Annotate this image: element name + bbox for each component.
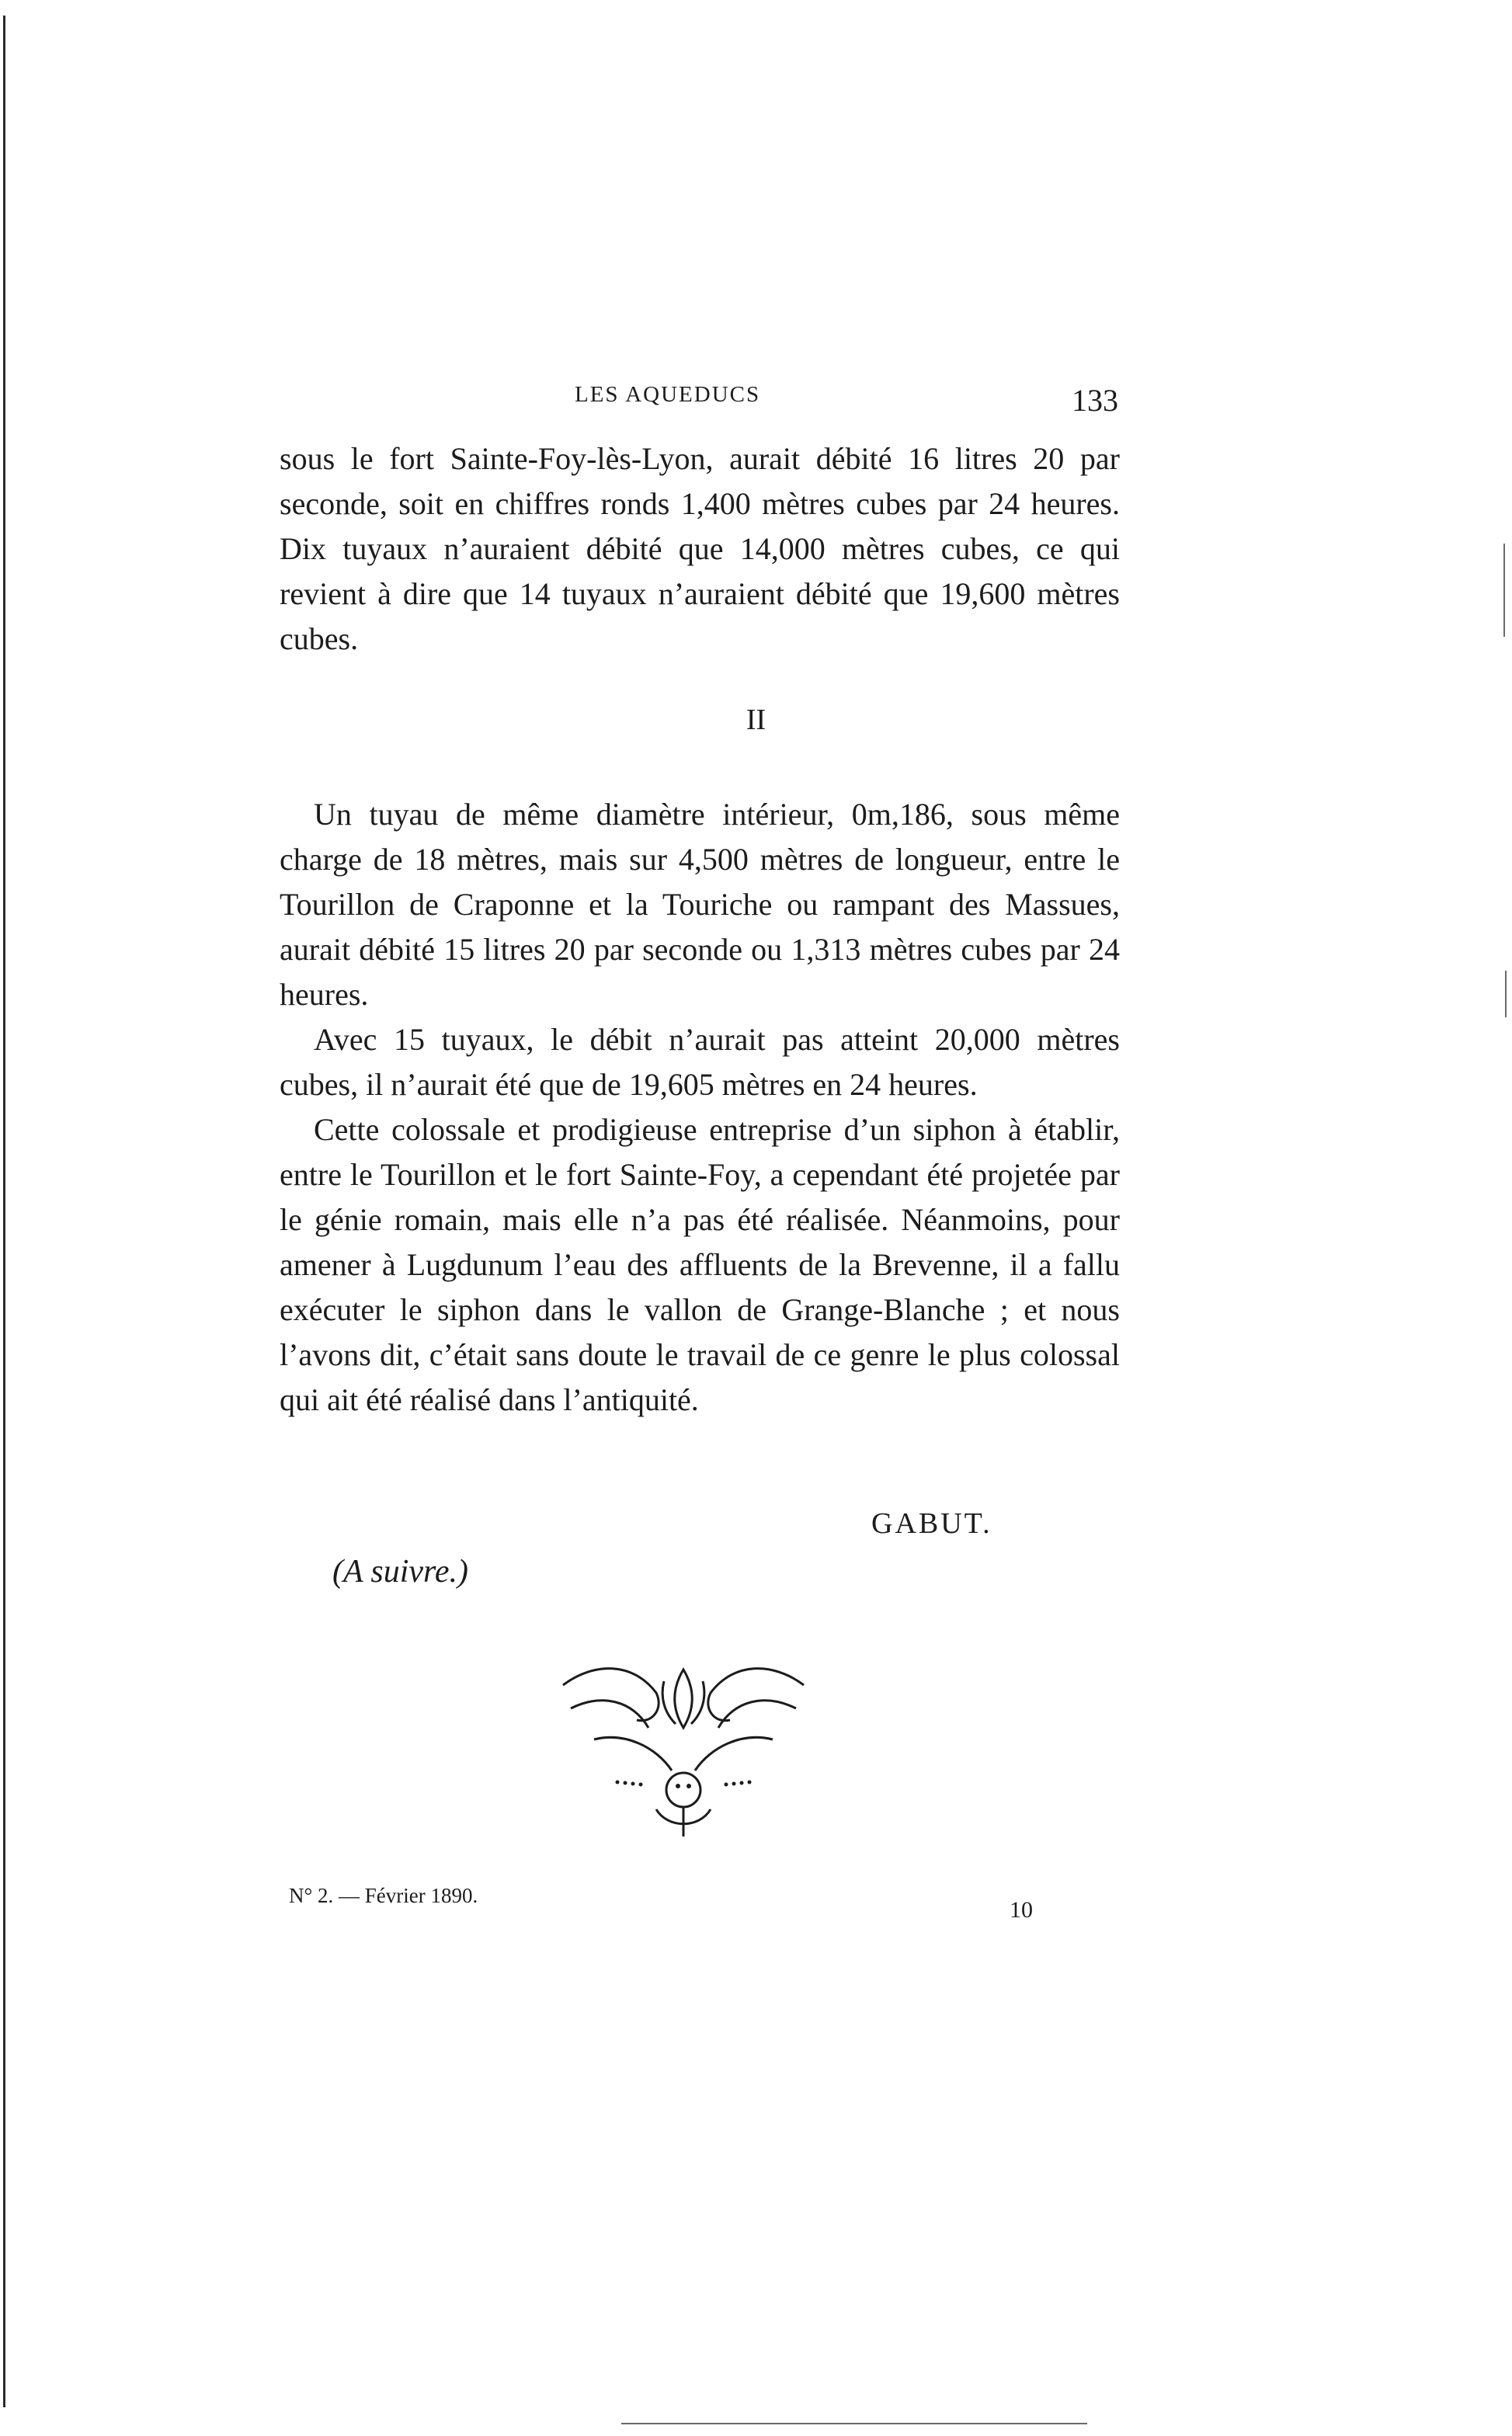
- paragraph: Avec 15 tuyaux, le débit n’aurait pas atteint 20,000 mètres cubes, il n’aurait été que de 19,605 mètres en 24 heures.: [280, 1022, 1120, 1102]
- text-block-continuation: [280, 436, 1120, 662]
- running-head: [280, 382, 1118, 421]
- page-number: 133: [1072, 383, 1118, 418]
- scan-mark: [1503, 544, 1505, 637]
- scan-mark: [1505, 971, 1507, 1017]
- page-edge-rule: [3, 16, 5, 2407]
- running-title: LES AQUEDUCS: [575, 382, 761, 407]
- paragraph: Cette colossale et prodigieuse entreprise d’un siphon à établir, entre le Tourillon et le fort Sainte-Foy, a cependant été projetée par le génie romain, mais elle n’a pas été réalisée. Néanmoins, pour amener à Lugdunum l’eau des affluents de la Brevenne, il a fallu exécuter le siphon dans le vallon de Grange-Blanche ; et nous l’avons dit, c’était sans doute le travail de ce genre le plus colossal qui ait été réalisé dans l’antiquité.: [280, 1112, 1120, 1417]
- sheet-number: 10: [1010, 1897, 1033, 1923]
- paragraph: sous le fort Sainte-Foy-lès-Lyon, aurait débité 16 litres 20 par seconde, soit en chiffres ronds 1,400 mètres cubes par 24 heures. Dix tuyaux n’auraient débité que 14,000 mètres cubes, ce qui revient à dire que 14 tuyaux n’auraient débité que 19,600 mètres cubes.: [280, 441, 1120, 656]
- to-be-continued-note: (A suivre.): [332, 1554, 468, 1590]
- text-block-section-ii: [280, 792, 1120, 1423]
- author-signature: GABUT.: [871, 1507, 992, 1540]
- section-numeral: II: [746, 704, 766, 736]
- paragraph: Un tuyau de même diamètre intérieur, 0m,186, sous même charge de 18 mètres, mais sur 4,500 mètres de longueur, entre le Tourillon de Craponne et la Touriche ou rampant des Massues, aurait débité 15 litres 20 par seconde ou 1,313 mètres cubes par 24 heures.: [280, 797, 1120, 1012]
- floral-tailpiece-icon: [547, 1654, 819, 1840]
- issue-footer: N° 2. — Février 1890.: [289, 1884, 478, 1907]
- scan-mark: [621, 2423, 1087, 2424]
